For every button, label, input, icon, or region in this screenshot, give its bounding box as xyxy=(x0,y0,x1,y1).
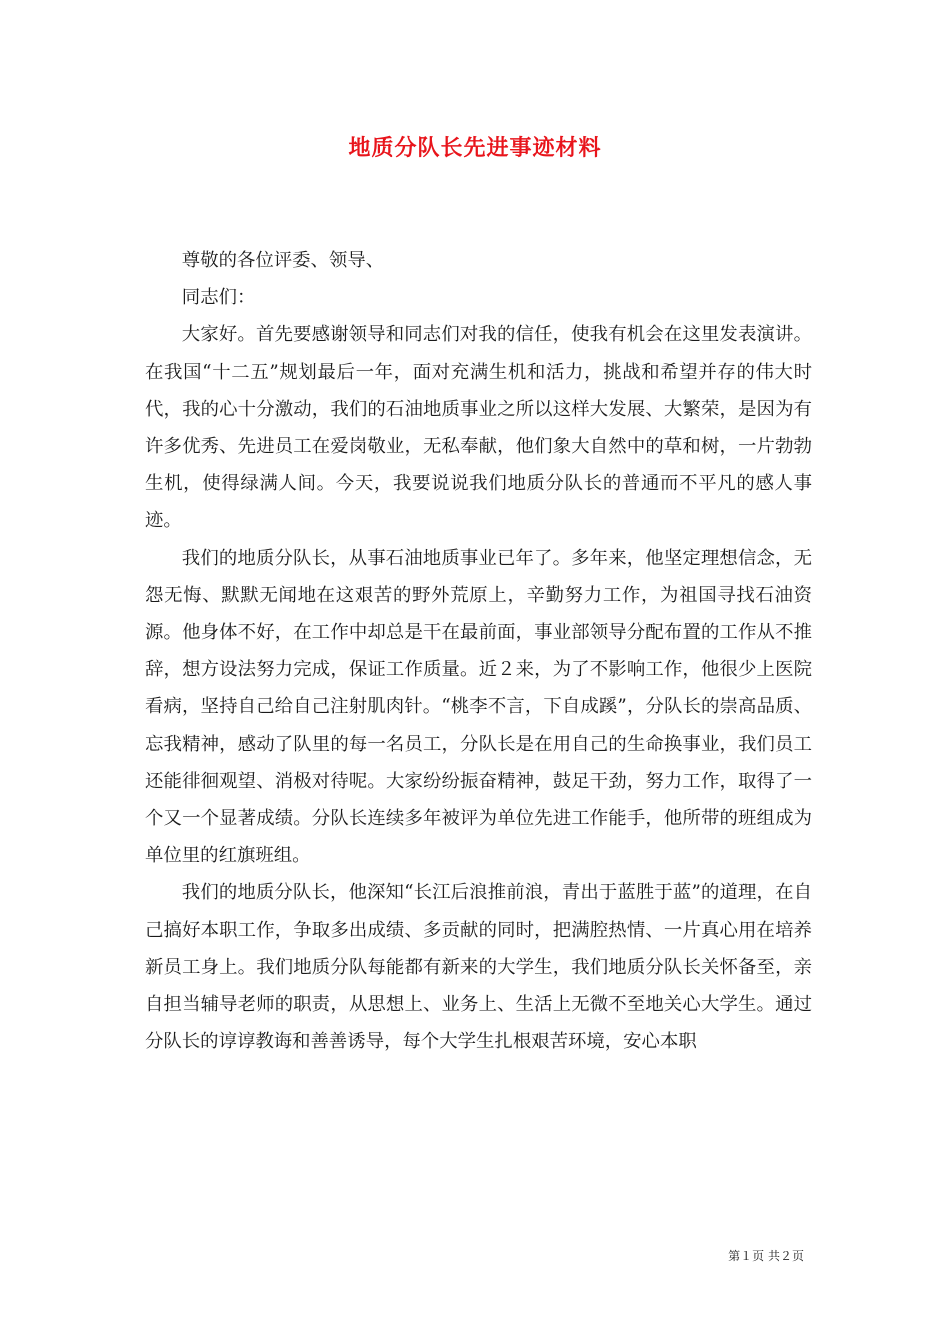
document-title: 地质分队长先进事迹材料 xyxy=(348,135,602,161)
salutation-line-1: 尊敬的各位评委、领导、 xyxy=(181,250,385,271)
document-body xyxy=(145,242,812,1060)
body-paragraph: 我们的地质分队长，从事石油地质事业已年了。多年来，他坚定理想信念，无怨无悔、默默无闻地在这艰苦的野外荒原上，辛勤努力工作，为祖国寻找石油资源。他身体不好，在工作中却总是干在最前面，事业部领导分配布置的工作从不推辞，想方设法努力完成，保证工作质量。近２来，为了不影响工作，他很少上医院看病，坚持自己给自己注射肌肉针。“桃李不言，下自成蹊”，分队长的崇高品质、忘我精神，感动了队里的每一名员工，分队长是在用自己的生命换事业，我们员工还能徘徊观望、消极对待呢。大家纷纷振奋精神，鼓足干劲，努力工作，取得了一个又一个显著成绩。分队长连续多年被评为单位先进工作能手，他所带的班组成为单位里的红旗班组。 xyxy=(145,547,812,867)
body-paragraph: 我们的地质分队长，他深知“长江后浪推前浪，青出于蓝胜于蓝”的道理，在自己搞好本职工作，争取多出成绩、多贡献的同时，把满腔热情、一片真心用在培养新员工身上。我们地质分队每能都有新来的大学生，我们地质分队长关怀备至，亲自担当辅导老师的职责，从思想上、业务上、生活上无微不至地关心大学生。通过分队长的谆谆教诲和善善诱导，每个大学生扎根艰苦环境，安心本职 xyxy=(145,882,812,1053)
salutation-line-2: 同志们： xyxy=(181,287,256,309)
body-paragraph: 大家好。首先要感谢领导和同志们对我的信任，使我有机会在这里发表演讲。在我国“十二五”规划最后一年，面对充满生机和活力，挑战和希望并存的伟大时代，我的心十分激动，我们的石油地质事业之所以这样大发展、大繁荣，是因为有许多优秀、先进员工在爱岗敬业，无私奉献，他们象大自然中的草和树，一片勃勃生机，使得绿满人间。今天，我要说说我们地质分队长的普通而不平凡的感人事迹。 xyxy=(145,324,812,532)
page-number-footer: 第１页 共２页 xyxy=(728,1249,804,1263)
